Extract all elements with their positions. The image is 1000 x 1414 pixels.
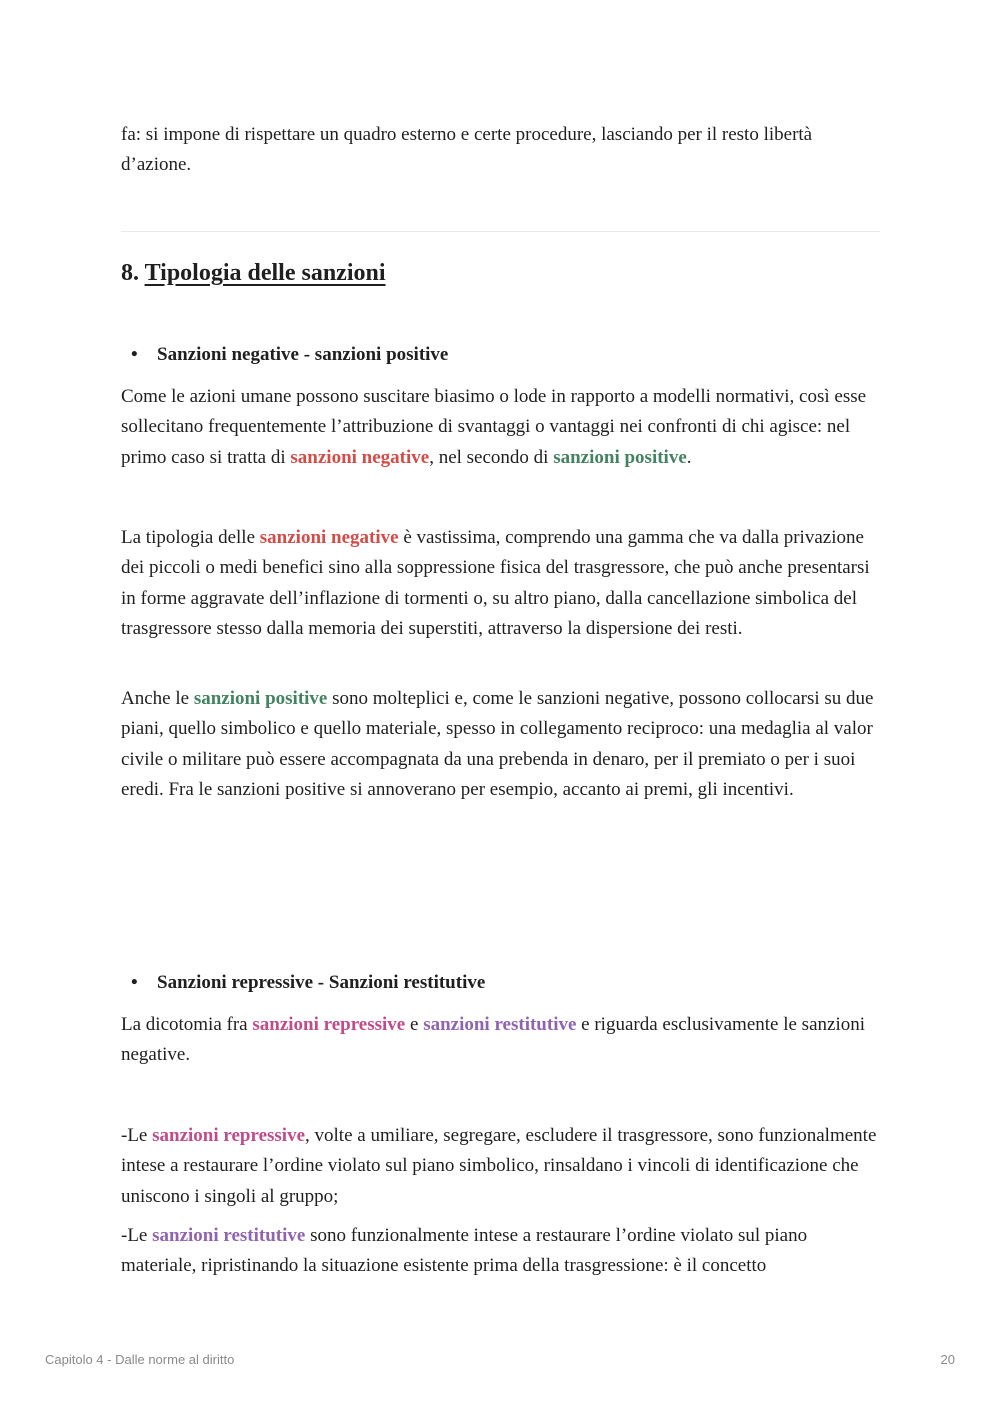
bullet-dot-icon: • xyxy=(131,972,138,993)
section-title: Tipologia delle sanzioni xyxy=(144,260,386,286)
term-sanzioni-negative: sanzioni negative xyxy=(259,527,399,548)
paragraph-negative-positive: Come le azioni umane possono suscitare biasimo o lode in rapporto a modelli normativi, così esse sollecitano frequentemente l’attribuzione di svantaggi o vantaggi nei confronti di chi agisce: nel primo caso si tratta di sanzioni negative, nel secondo di sanzioni positive. xyxy=(121,386,867,468)
section-heading xyxy=(121,256,386,290)
term-sanzioni-restitutive: sanzioni restitutive xyxy=(152,1225,306,1246)
paragraph-negative-types: La tipologia delle sanzioni negative è vastissima, comprendo una gamma che va dalla privazione dei piccoli o medi benefici sino alla soppressione fisica del trasgressore, che può anche presentarsi in forme aggravate dell’inflazione di tormenti o, su altro piano, dalla cancellazione simbolica del trasgressore stesso dalla memoria dei superstiti, attraverso la dispersione dei resti. xyxy=(121,527,870,639)
bullet-repressive-restitutive: • Sanzioni repressive - Sanzioni restitutive xyxy=(131,969,485,997)
section-number: 8. xyxy=(121,260,139,286)
term-sanzioni-repressive: sanzioni repressive xyxy=(152,1125,306,1146)
paragraph-restitutive: -Le sanzioni restitutive sono funzionalmente intese a restaurare l’ordine violato sul piano materiale, ripristinando la situazione esistente prima della trasgressione: è il concetto xyxy=(121,1225,808,1277)
footer-chapter: Capitolo 4 - Dalle norme al diritto xyxy=(45,1352,235,1367)
term-sanzioni-repressive: sanzioni repressive xyxy=(252,1014,406,1035)
paragraph-repressive: -Le sanzioni repressive, volte a umiliare, segregare, escludere il trasgressore, sono funzionalmente intese a restaurare l’ordine violato sul piano simbolico, rinsaldano i vincoli di identificazione che uniscono i singoli al gruppo; xyxy=(121,1125,877,1207)
section-divider xyxy=(121,231,880,232)
term-sanzioni-positive: sanzioni positive xyxy=(193,688,328,709)
bullet-dot-icon: • xyxy=(131,344,138,365)
term-sanzioni-negative: sanzioni negative xyxy=(290,446,430,468)
bullet-negative-positive: • Sanzioni negative - sanzioni positive xyxy=(131,341,448,369)
paragraph-dichotomy: La dicotomia fra sanzioni repressive e sanzioni restitutive e riguarda esclusivamente le sanzioni negative. xyxy=(121,1014,866,1066)
intro-paragraph: fa: si impone di rispettare un quadro esterno e certe procedure, lasciando per il resto libertà d’azione. xyxy=(121,124,813,176)
term-sanzioni-positive: sanzioni positive xyxy=(553,446,687,468)
footer-page-number: 20 xyxy=(940,1352,955,1367)
paragraph-positive-types: Anche le sanzioni positive sono molteplici e, come le sanzioni negative, possono collocarsi su due piani, quello simbolico e quello materiale, spesso in collegamento reciproco: una medaglia al valor civile o militare può essere accompagnata da una prebenda in denaro, per il premiato o per i suoi eredi. Fra le sanzioni positive si annoverano per esempio, accanto ai premi, gli incentivi. xyxy=(121,688,874,800)
term-sanzioni-restitutive: sanzioni restitutive xyxy=(423,1014,577,1035)
